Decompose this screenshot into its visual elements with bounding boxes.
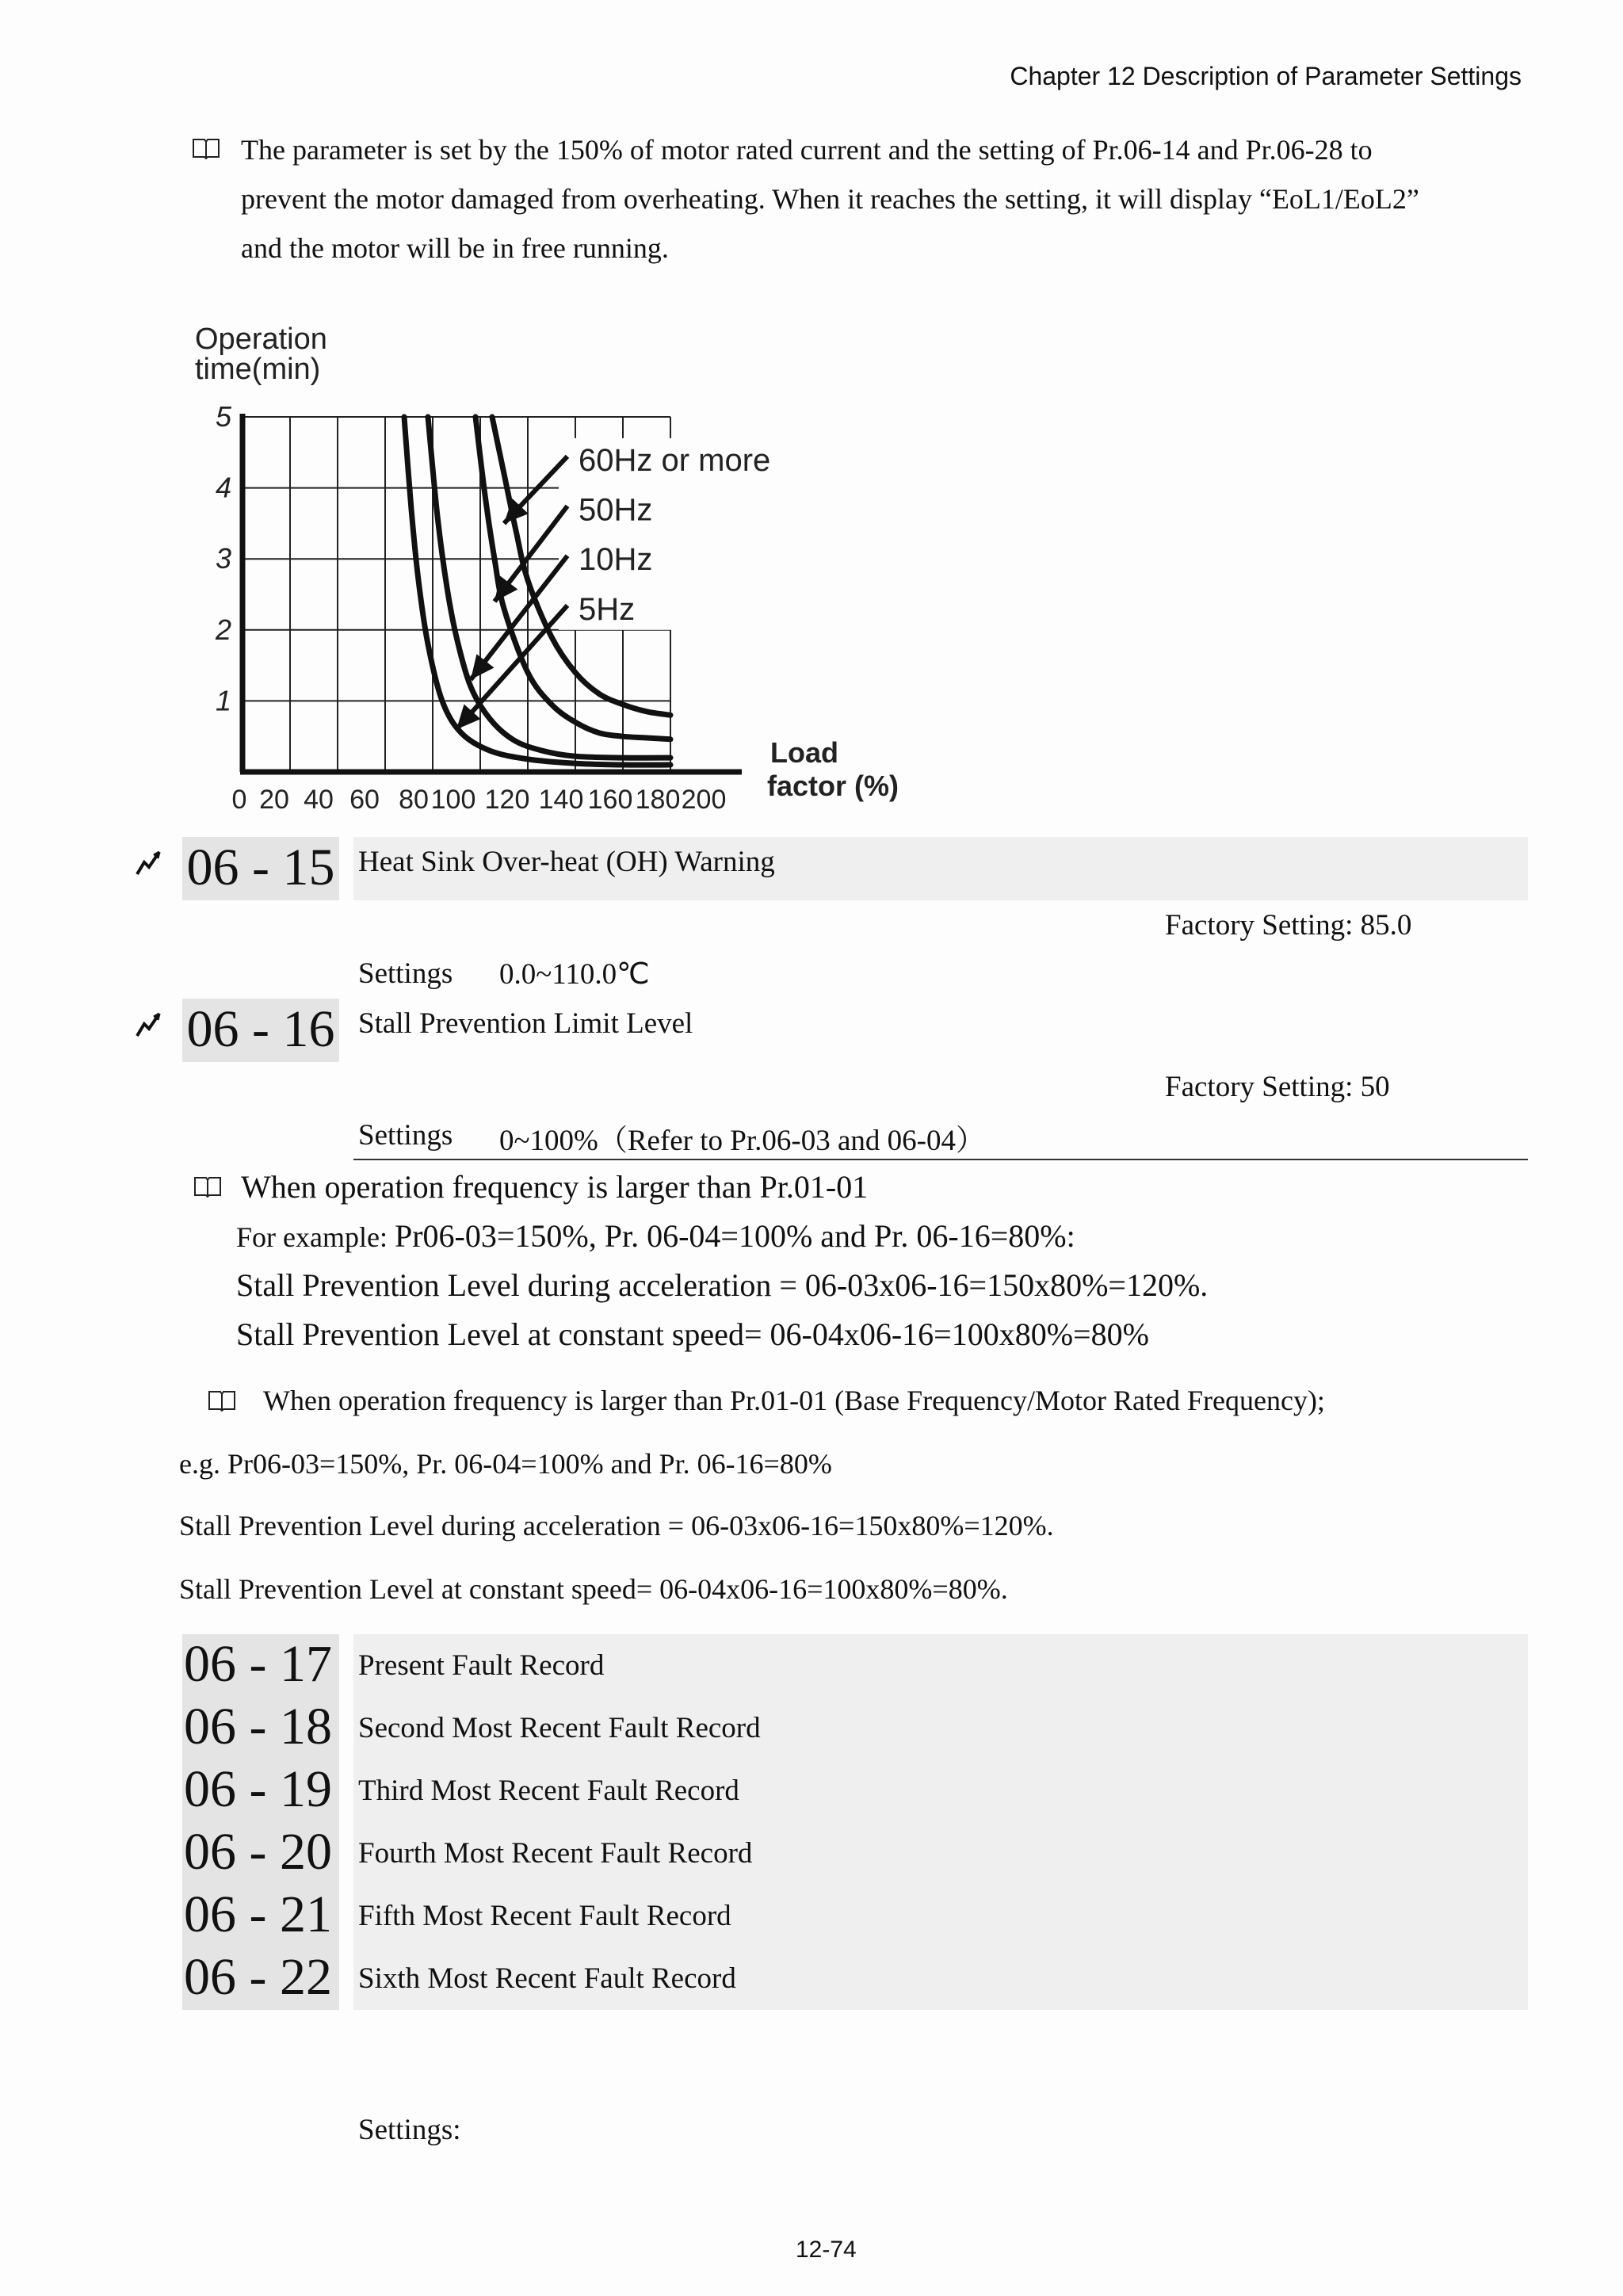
- fault-record-title: Sixth Most Recent Fault Record: [358, 1962, 736, 1995]
- x-tick-label: 140: [538, 785, 584, 815]
- x-tick-label: 60: [349, 785, 380, 815]
- x-tick-label: 80: [399, 785, 429, 815]
- editable-flag-icon: [135, 1011, 162, 1038]
- series-label: 50Hz: [579, 492, 653, 528]
- x-axis-label-line2: factor (%): [767, 770, 899, 802]
- series-label: 5Hz: [579, 591, 636, 627]
- series-label: 10Hz: [579, 542, 653, 578]
- fault-record-number: 06 - 22: [184, 1948, 332, 2006]
- x-tick-label: 0: [231, 785, 247, 815]
- y-axis-label-line1: Operation: [195, 323, 327, 356]
- note1-const-line: Stall Prevention Level at constant speed= 06-04x06-16=100x80%=80%: [236, 1316, 1149, 1352]
- x-tick-label: 100: [430, 785, 476, 815]
- fault-record-title: Fifth Most Recent Fault Record: [358, 1900, 731, 1932]
- note1-heading: When operation frequency is larger than Pr.01-01: [241, 1169, 869, 1205]
- x-tick-label: 120: [484, 785, 530, 815]
- fault-settings-label: Settings:: [358, 2114, 461, 2146]
- intro-line-2: prevent the motor damaged from overheating. When it reaches the setting, it will display “EoL1/EoL2”: [241, 183, 1419, 215]
- intro-line-1: The parameter is set by the 150% of motor rated current and the setting of Pr.06-14 and Pr.06-28 to: [241, 134, 1373, 166]
- x-tick-label: 180: [635, 785, 681, 815]
- page-number: 12-74: [796, 2237, 857, 2263]
- param-number-06-16: 06 - 16: [182, 999, 339, 1062]
- settings-value-06-16: 0~100%（Refer to Pr.06-03 and 06-04）: [499, 1125, 985, 1157]
- note2-heading: When operation frequency is larger than Pr.01-01 (Base Frequency/Motor Rated Frequency);: [263, 1385, 1325, 1416]
- y-tick-label: 5: [216, 400, 232, 433]
- x-axis-label-line1: Load: [770, 736, 838, 769]
- x-tick-label: 160: [587, 785, 633, 815]
- x-tick-label: 40: [304, 785, 334, 815]
- param-title-06-16: Stall Prevention Limit Level: [358, 1007, 693, 1040]
- note2-example: e.g. Pr06-03=150%, Pr. 06-04=100% and Pr. 06-16=80%: [179, 1448, 832, 1480]
- y-tick-label: 1: [216, 684, 232, 717]
- y-tick-label: 3: [216, 542, 232, 575]
- note2-accel-line: Stall Prevention Level during acceleration = 06-03x06-16=150x80%=120%.: [179, 1510, 1054, 1541]
- factory-setting-06-16: Factory Setting: 50: [1165, 1071, 1390, 1103]
- book-icon: [192, 136, 220, 160]
- note2-const-line: Stall Prevention Level at constant speed= 06-04x06-16=100x80%=80%.: [179, 1573, 1008, 1605]
- editable-flag-icon: [135, 850, 162, 877]
- fault-record-number: 06 - 20: [184, 1823, 332, 1881]
- series-label: 60Hz or more: [579, 442, 771, 478]
- fault-record-title: Third Most Recent Fault Record: [358, 1775, 739, 1807]
- intro-line-3: and the motor will be in free running.: [241, 232, 669, 264]
- divider: [353, 1159, 1528, 1160]
- fault-record-number: 06 - 18: [184, 1698, 332, 1755]
- overload-chart: [0, 301, 951, 824]
- fault-record-number: 06 - 17: [184, 1635, 332, 1693]
- book-icon: [193, 1175, 222, 1198]
- note1-accel-line: Stall Prevention Level during acceleration = 06-03x06-16=150x80%=120%.: [236, 1267, 1209, 1303]
- book-icon: [208, 1389, 236, 1412]
- settings-label-06-15: Settings: [358, 957, 453, 990]
- y-tick-label: 2: [216, 613, 232, 646]
- x-tick-label: 200: [681, 785, 727, 815]
- y-tick-label: 4: [216, 471, 232, 504]
- param-title-06-15: Heat Sink Over-heat (OH) Warning: [358, 846, 775, 878]
- settings-value-06-15: 0.0~110.0℃: [499, 958, 650, 991]
- fault-record-number: 06 - 21: [184, 1885, 332, 1943]
- fault-title-block: [353, 1634, 1528, 2010]
- param-number-06-15: 06 - 15: [182, 837, 339, 900]
- fault-record-title: Present Fault Record: [358, 1649, 605, 1682]
- x-tick-label: 20: [259, 785, 289, 815]
- fault-record-title: Fourth Most Recent Fault Record: [358, 1837, 753, 1870]
- note1-example: For example: Pr06-03=150%, Pr. 06-04=100% and Pr. 06-16=80%:: [236, 1218, 1075, 1254]
- chapter-header: Chapter 12 Description of Parameter Settings: [1010, 62, 1522, 90]
- factory-setting-06-15: Factory Setting: 85.0: [1165, 909, 1412, 942]
- fault-record-title: Second Most Recent Fault Record: [358, 1712, 761, 1744]
- fault-record-number: 06 - 19: [184, 1760, 332, 1818]
- settings-label-06-16: Settings: [358, 1119, 453, 1152]
- y-axis-label-line2: time(min): [195, 353, 321, 386]
